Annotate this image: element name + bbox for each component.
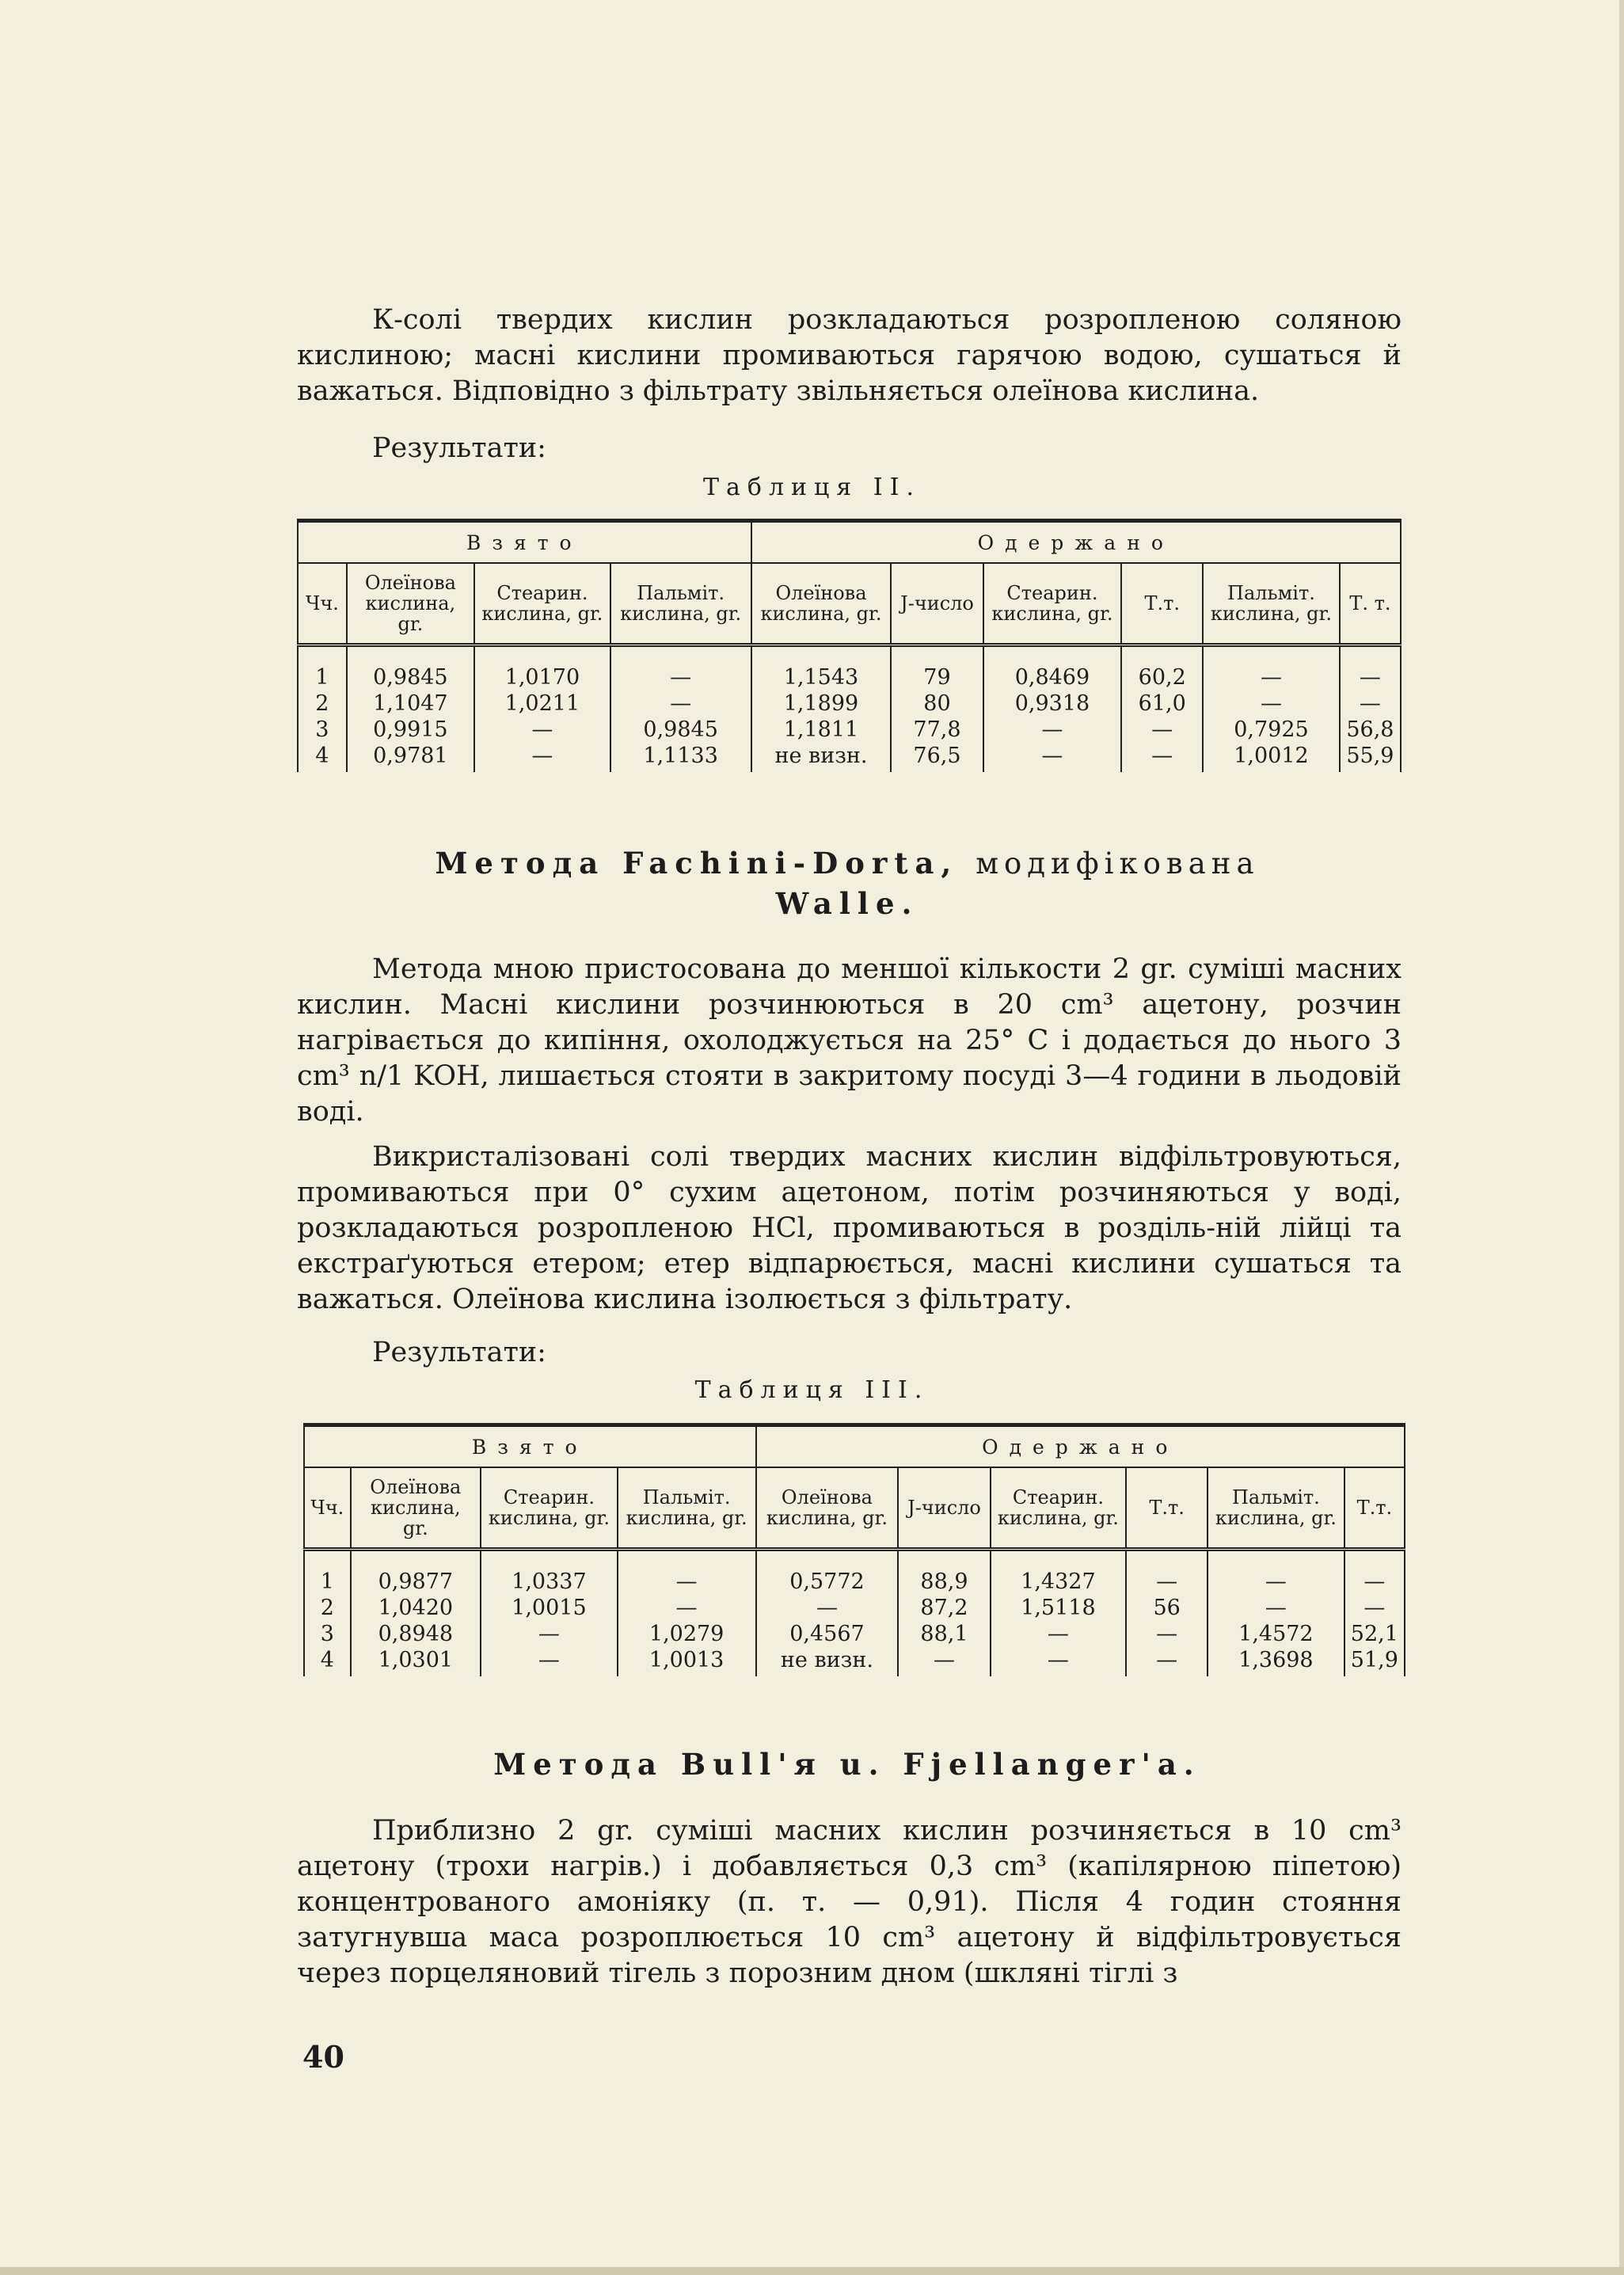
table-cell: 0,5772 [756,1569,899,1595]
table-3-header: Чч. [304,1467,351,1550]
table-cell: 60,2 [1121,664,1203,690]
table-cell: не визн. [756,1647,899,1676]
table-cell: 1,4572 [1208,1621,1344,1647]
table-3-header: Стеарин. кислина, gr. [991,1467,1127,1550]
heading-main: Метода Fachini-Dorta, [435,846,959,881]
table-cell: 2 [298,690,347,717]
table-row [304,1569,1405,1595]
table-2-header: Т. т. [1340,563,1401,645]
table-cell: 76,5 [891,743,983,772]
table-row [304,1621,1405,1647]
table-2-header: Пальміт. кислина, gr. [1203,563,1340,645]
table-row [304,1647,1405,1676]
section-heading-bull-fjellanger: Метода Bull'я u. Fjellanger'a. [493,1747,1201,1782]
table-cell: 88,1 [898,1621,990,1647]
table-cell: — [898,1647,990,1676]
table-cell: 1,5118 [991,1595,1127,1621]
table-spacer-row [304,1550,1405,1569]
table-2-group-taken: Взято [298,521,751,564]
table-3-header: J-число [898,1467,990,1550]
table-cell: — [1203,664,1340,690]
table-3-header: Стеарин. кислина, gr. [481,1467,618,1550]
table-cell: — [1344,1595,1405,1621]
section-heading-fachini-dorta [333,843,1362,923]
table-cell: 0,9877 [351,1569,481,1595]
table-cell: 80 [891,690,983,717]
table-cell: 1,0013 [618,1647,756,1676]
table-cell: 1,4327 [991,1569,1127,1595]
table-2-header: Т.т. [1121,563,1203,645]
table-cell: 79 [891,664,983,690]
table-2-header: Олеїнова кислина, gr. [751,563,892,645]
table-2 [297,519,1402,772]
table-cell: 1,1047 [347,690,474,717]
table-cell: 0,8469 [983,664,1122,690]
table-cell: 0,9915 [347,717,474,743]
table-2-header: Пальміт. кислина, gr. [610,563,751,645]
paragraph-3: Викристалізовані солі твердих масних кислин відфільтровуються, промиваються при 0° сухим ацетоном, потім розчиняються у воді, розкладаються розропленою HCl, промиваються в розділь-ній лійці та екстраґуються етером; етер відпарюється, масні кислини сушаться та важаться. Олеїнова кислина ізолюється з фільтрату. [297,1141,1402,1315]
table-cell: 61,0 [1121,690,1203,717]
table-3-caption: Таблиця III. [694,1376,930,1404]
table-cell: 0,7925 [1203,717,1340,743]
table-3-header: Олеїнова кислина, gr. [351,1467,481,1550]
table-cell: 1,0211 [474,690,610,717]
table-row [298,664,1401,690]
table-row [298,743,1401,772]
paragraph-1: К-солі твердих кислин розкладаються розропленою соляною кислиною; масні кислини промиваються гарячою водою, сушаться й важаться. Відповідно з фільтрату звільняється олеїнова кислина. [297,304,1402,407]
table-row [298,690,1401,717]
table-3-header: Пальміт. кислина, gr. [618,1467,756,1550]
table-cell: 1,0301 [351,1647,481,1676]
table-2-header: Стеарин. кислина, gr. [983,563,1122,645]
table-cell: 1,0012 [1203,743,1340,772]
table-cell: 87,2 [898,1595,990,1621]
table-cell: 0,8948 [351,1621,481,1647]
table-3-group-obtained: Одержано [756,1425,1405,1468]
table-cell: 3 [304,1621,351,1647]
table-cell: 0,9845 [347,664,474,690]
table-cell: 1,0337 [481,1569,618,1595]
paragraph-4: Приблизно 2 gr. суміші масних кислин розчиняється в 10 cm³ ацетону (трохи нагрів.) і добавляється 0,3 cm³ (капілярною піпетою) концентрованого амоніяку (п. т. — 0,91). Після 4 годин стояння затугнувша маса розроплюється 10 cm³ ацетону й відфільтровується через порцеляновий тігель з порозним дном (шкляні тіглі з [297,1815,1402,1989]
table-spacer-row [298,645,1401,665]
table-cell: 0,9318 [983,690,1122,717]
table-row [304,1595,1405,1621]
table-3-header: Олеїнова кислина, gr. [756,1467,899,1550]
table-cell: — [610,690,751,717]
table-row [298,717,1401,743]
table-cell: — [1340,690,1401,717]
table-cell: — [1340,664,1401,690]
results-label-1: Результати: [372,432,546,464]
table-2-group-obtained: Одержано [751,521,1401,564]
table-cell: 0,9845 [610,717,751,743]
paragraph-4-block [297,1813,1402,1992]
table-3-header: Пальміт. кислина, gr. [1208,1467,1344,1550]
table-cell: 1,0170 [474,664,610,690]
page-number: 40 [302,2039,344,2075]
table-cell: — [1126,1621,1208,1647]
table-cell: — [1208,1569,1344,1595]
table-cell: 77,8 [891,717,983,743]
table-cell: — [618,1595,756,1621]
table-cell: 2 [304,1595,351,1621]
table-cell: — [756,1595,899,1621]
table-cell: — [610,664,751,690]
table-cell: 1 [304,1569,351,1595]
table-cell: — [1203,690,1340,717]
table-3-group-taken: Взято [304,1425,756,1468]
table-3-header: Т.т. [1344,1467,1405,1550]
table-3 [303,1423,1405,1676]
table-3-header: Т.т. [1126,1467,1208,1550]
table-cell: 56 [1126,1595,1208,1621]
table-cell: — [983,717,1122,743]
table-cell: 4 [298,743,347,772]
table-cell: — [1126,1569,1208,1595]
table-cell: 3 [298,717,347,743]
page-edge-bottom [0,2267,1624,2275]
table-cell: 0,9781 [347,743,474,772]
table-cell: — [991,1621,1127,1647]
table-cell: — [474,743,610,772]
table-cell: 51,9 [1344,1647,1405,1676]
paragraph-2: Метода мною пристосована до меншої кількости 2 gr. суміші масних кислин. Масні кислини розчинюються в 20 cm³ ацетону, розчин нагрівається до кипіння, охолоджується на 25° C і додається до нього 3 cm³ n/1 KOH, лишається стояти в закритому посуді 3—4 години в льодовій воді. [297,953,1402,1128]
table-cell: — [618,1569,756,1595]
table-2-header: Олеїнова кислина, gr. [347,563,474,645]
method-description [297,952,1402,1318]
table-cell: 52,1 [1344,1621,1405,1647]
table-2-header: J-число [891,563,983,645]
table-cell: 1,1811 [751,717,892,743]
table-cell: 0,4567 [756,1621,899,1647]
table-2-header: Стеарин. кислина, gr. [474,563,610,645]
table-cell: — [983,743,1122,772]
table-cell: 1,0279 [618,1621,756,1647]
table-cell: 1 [298,664,347,690]
table-cell: 1,1899 [751,690,892,717]
table-cell: — [1344,1569,1405,1595]
table-cell: — [1208,1595,1344,1621]
table-cell: — [1121,717,1203,743]
table-cell: 1,3698 [1208,1647,1344,1676]
table-cell: — [991,1647,1127,1676]
table-cell: 1,0420 [351,1595,481,1621]
table-cell: 88,9 [898,1569,990,1595]
table-cell: 1,0015 [481,1595,618,1621]
table-cell: 4 [304,1647,351,1676]
table-cell: не визн. [751,743,892,772]
table-2-header: Чч. [298,563,347,645]
heading-line-2: Walle. [775,886,919,921]
table-cell: 56,8 [1340,717,1401,743]
page-edge-right [1619,0,1624,2275]
table-cell: 1,1543 [751,664,892,690]
table-cell: 55,9 [1340,743,1401,772]
heading-tail: модифікована [976,846,1260,881]
table-cell: — [481,1647,618,1676]
results-label-2: Результати: [372,1337,546,1368]
table-cell: 1,1133 [610,743,751,772]
table-cell: — [1126,1647,1208,1676]
table-cell: — [474,717,610,743]
table-2-caption: Таблиця II. [702,474,921,501]
table-cell: — [481,1621,618,1647]
table-cell: — [1121,743,1203,772]
